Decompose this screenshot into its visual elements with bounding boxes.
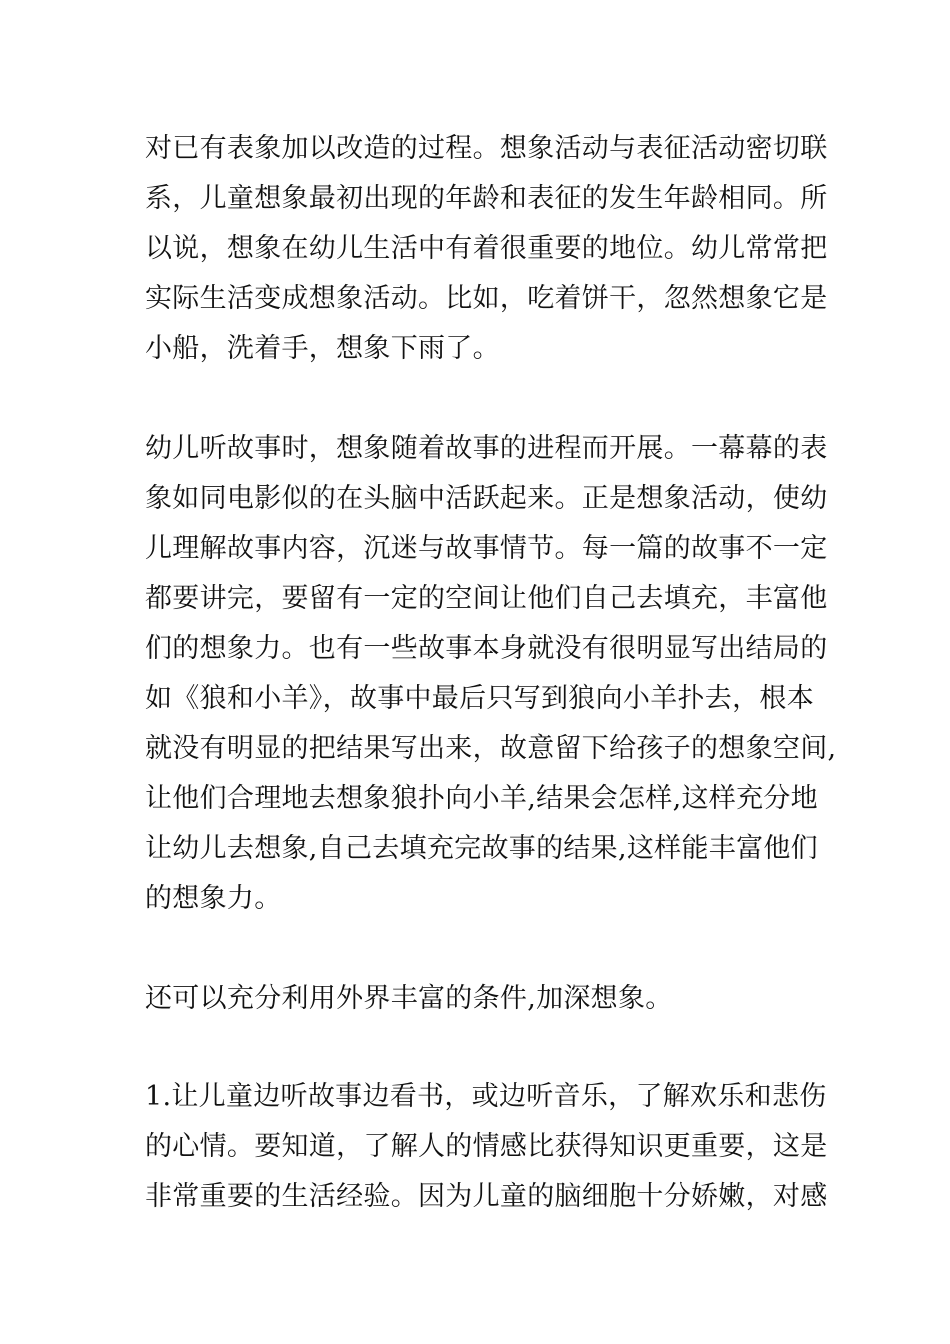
text-line: 如《狼和小羊》，故事中最后只写到狼向小羊扑去，根本 — [145, 683, 814, 714]
text-line: 儿理解故事内容，沉迷与故事情节。每一篇的故事不一定 — [145, 533, 828, 564]
paragraph-external-conditions — [145, 974, 815, 1024]
text-line: 就没有明显的把结果写出来，故意留下给孩子的想象空间, — [145, 733, 837, 764]
text-line: 小船，洗着手，想象下雨了。 — [145, 333, 500, 364]
text-line: 以说，想象在幼儿生活中有着很重要的地位。幼儿常常把 — [145, 233, 828, 264]
text-line: 的想象力。 — [145, 883, 282, 914]
paragraph-imagination-process — [145, 124, 828, 374]
text-line: 对已有表象加以改造的过程。想象活动与表征活动密切联 — [145, 133, 828, 164]
text-line: 1.让儿童边听故事边看书，或边听音乐，了解欢乐和悲伤 — [145, 1081, 827, 1112]
text-line: 实际生活变成想象活动。比如，吃着饼干，忽然想象它是 — [145, 283, 828, 314]
text-line: 让他们合理地去想象狼扑向小羊,结果会怎样,这样充分地 — [145, 783, 818, 814]
text-line: 幼儿听故事时，想象随着故事的进程而开展。一幕幕的表 — [145, 433, 828, 464]
paragraph-story-listening — [145, 424, 837, 924]
text-line: 系，儿童想象最初出现的年龄和表征的发生年龄相同。所 — [145, 183, 828, 214]
paragraph-numbered-item-1 — [145, 1072, 828, 1222]
text-line: 让幼儿去想象,自己去填充完故事的结果,这样能丰富他们 — [145, 833, 818, 864]
text-line: 的心情。要知道，了解人的情感比获得知识更重要，这是 — [145, 1131, 828, 1162]
text-line: 象如同电影似的在头脑中活跃起来。正是想象活动，使幼 — [145, 483, 828, 514]
text-line: 都要讲完，要留有一定的空间让他们自己去填充，丰富他 — [145, 583, 828, 614]
text-line: 非常重要的生活经验。因为儿童的脑细胞十分娇嫩，对感 — [145, 1181, 828, 1212]
text-line: 们的想象力。也有一些故事本身就没有很明显写出结局的 — [145, 633, 828, 664]
text-line: 还可以充分利用外界丰富的条件,加深想象。 — [145, 983, 673, 1014]
